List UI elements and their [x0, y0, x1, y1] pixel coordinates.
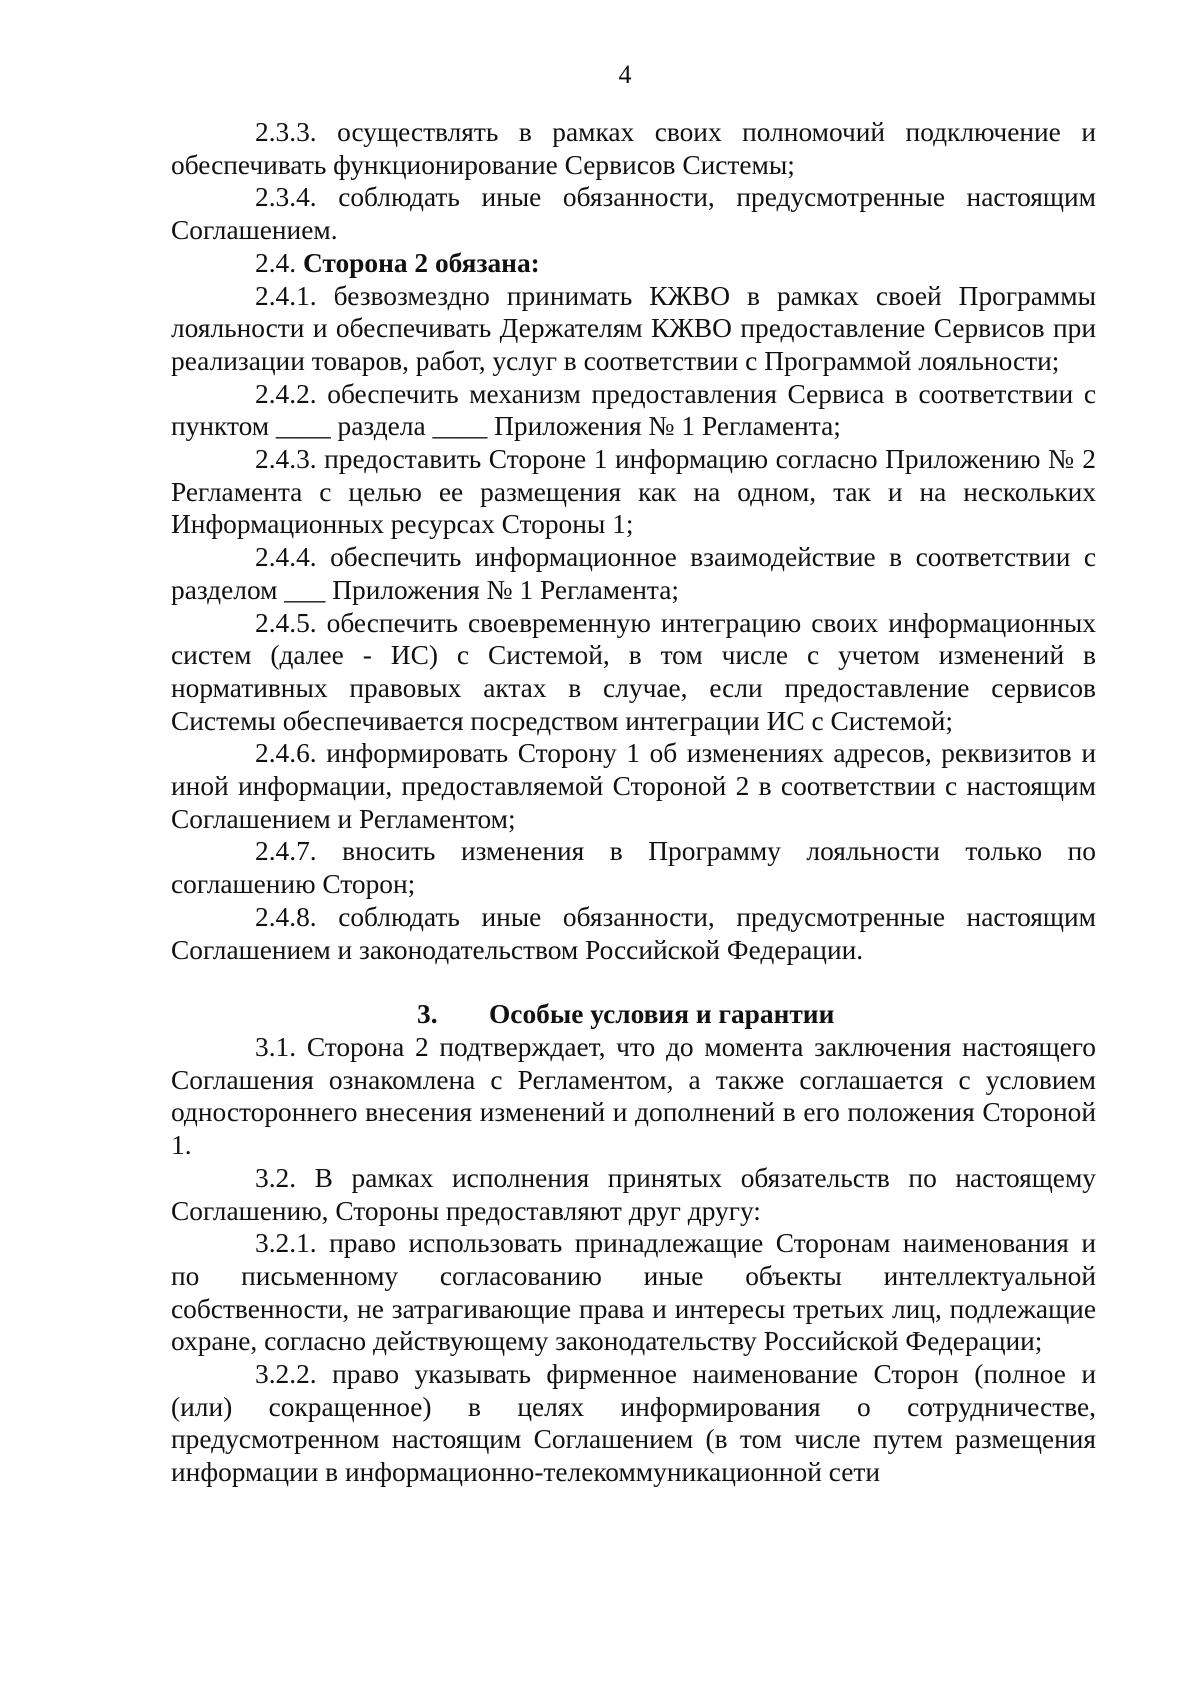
section-3-heading [171, 998, 1096, 1031]
paragraph-2-4-4: 2.4.4. обеспечить информационное взаимодействие в соответствии с разделом ___ Приложения № 1 Регламента; [171, 542, 1096, 605]
document-body [171, 116, 1096, 1489]
paragraph-2-4-2: 2.4.2. обеспечить механизм предоставления Сервиса в соответствии с пунктом ____ раздела ____ Приложения № 1 Регламента; [171, 378, 1096, 442]
paragraph-2-3-3: 2.3.3. осуществлять в рамках своих полномочий подключение и обеспечивать функционирование Сервисов Системы; [171, 117, 1096, 180]
section-title: Особые условия и гарантии [489, 999, 835, 1030]
paragraph-2-4-1: 2.4.1. безвозмездно принимать КЖВО в рамках своей Программы лояльности и обеспечивать Держателям КЖВО предоставление Сервисов при реализации товаров, работ, услуг в соответствии с Программой лояльности; [171, 280, 1096, 376]
paragraph-3-2-1: 3.2.1. право использовать принадлежащие Сторонам наименования и по письменному согласованию иные объекты интеллектуальной собственности, не затрагивающие права и интересы третьих лиц, подлежащие охране, согласно действующему законодательству Российской Федерации; [171, 1228, 1096, 1357]
paragraph-3-1: 3.1. Сторона 2 подтверждает, что до момента заключения настоящего Соглашения ознакомлена с Регламентом, а также соглашается с условием одностороннего внесения изменений и дополнений в его положения Стороной 1. [171, 1031, 1096, 1161]
paragraph-3-2-2: 3.2.2. право указывать фирменное наименование Сторон (полное и (или) сокращенное) в целях информирования о сотрудничестве, предусмотренном настоящим Соглашением (в том числе путем размещения информации в информационно-телекоммуникационной сети [171, 1359, 1096, 1488]
subheading-2-4 [171, 247, 1096, 280]
section-number: 3. [417, 999, 438, 1030]
paragraph-2-4-3: 2.4.3. предоставить Стороне 1 информацию согласно Приложению № 2 Регламента с целью ее размещения как на одном, так и на нескольких Информационных ресурсах Стороны 1; [171, 444, 1096, 540]
paragraph-2-4-8: 2.4.8. соблюдать иные обязанности, предусмотренные настоящим Соглашением и законодательством Российской Федерации. [171, 901, 1096, 965]
paragraph-2-3-4: 2.3.4. соблюдать иные обязанности, предусмотренные настоящим Соглашением. [171, 182, 1096, 246]
paragraph-3-2: 3.2. В рамках исполнения принятых обязательств по настоящему Соглашению, Стороны предоставляют друг другу: [171, 1162, 1096, 1226]
subheading-title: Сторона 2 обязана: [302, 247, 540, 278]
paragraph-2-4-5: 2.4.5. обеспечить своевременную интеграцию своих информационных систем (далее - ИС) с Системой, в том числе с учетом изменений в нормативных правовых актах в случае, если предоставление сервисов Системы обеспечивается посредством интеграции ИС с Системой; [171, 607, 1096, 736]
page-number: 4 [618, 60, 632, 89]
paragraph-2-4-7: 2.4.7. вносить изменения в Программу лояльности только по соглашению Сторон; [171, 836, 1096, 900]
paragraph-2-4-6: 2.4.6. информировать Сторону 1 об изменениях адресов, реквизитов и иной информации, предоставляемой Стороной 2 в соответствии с настоящим Соглашением и Регламентом; [171, 738, 1096, 834]
subheading-number: 2.4. [255, 247, 297, 278]
